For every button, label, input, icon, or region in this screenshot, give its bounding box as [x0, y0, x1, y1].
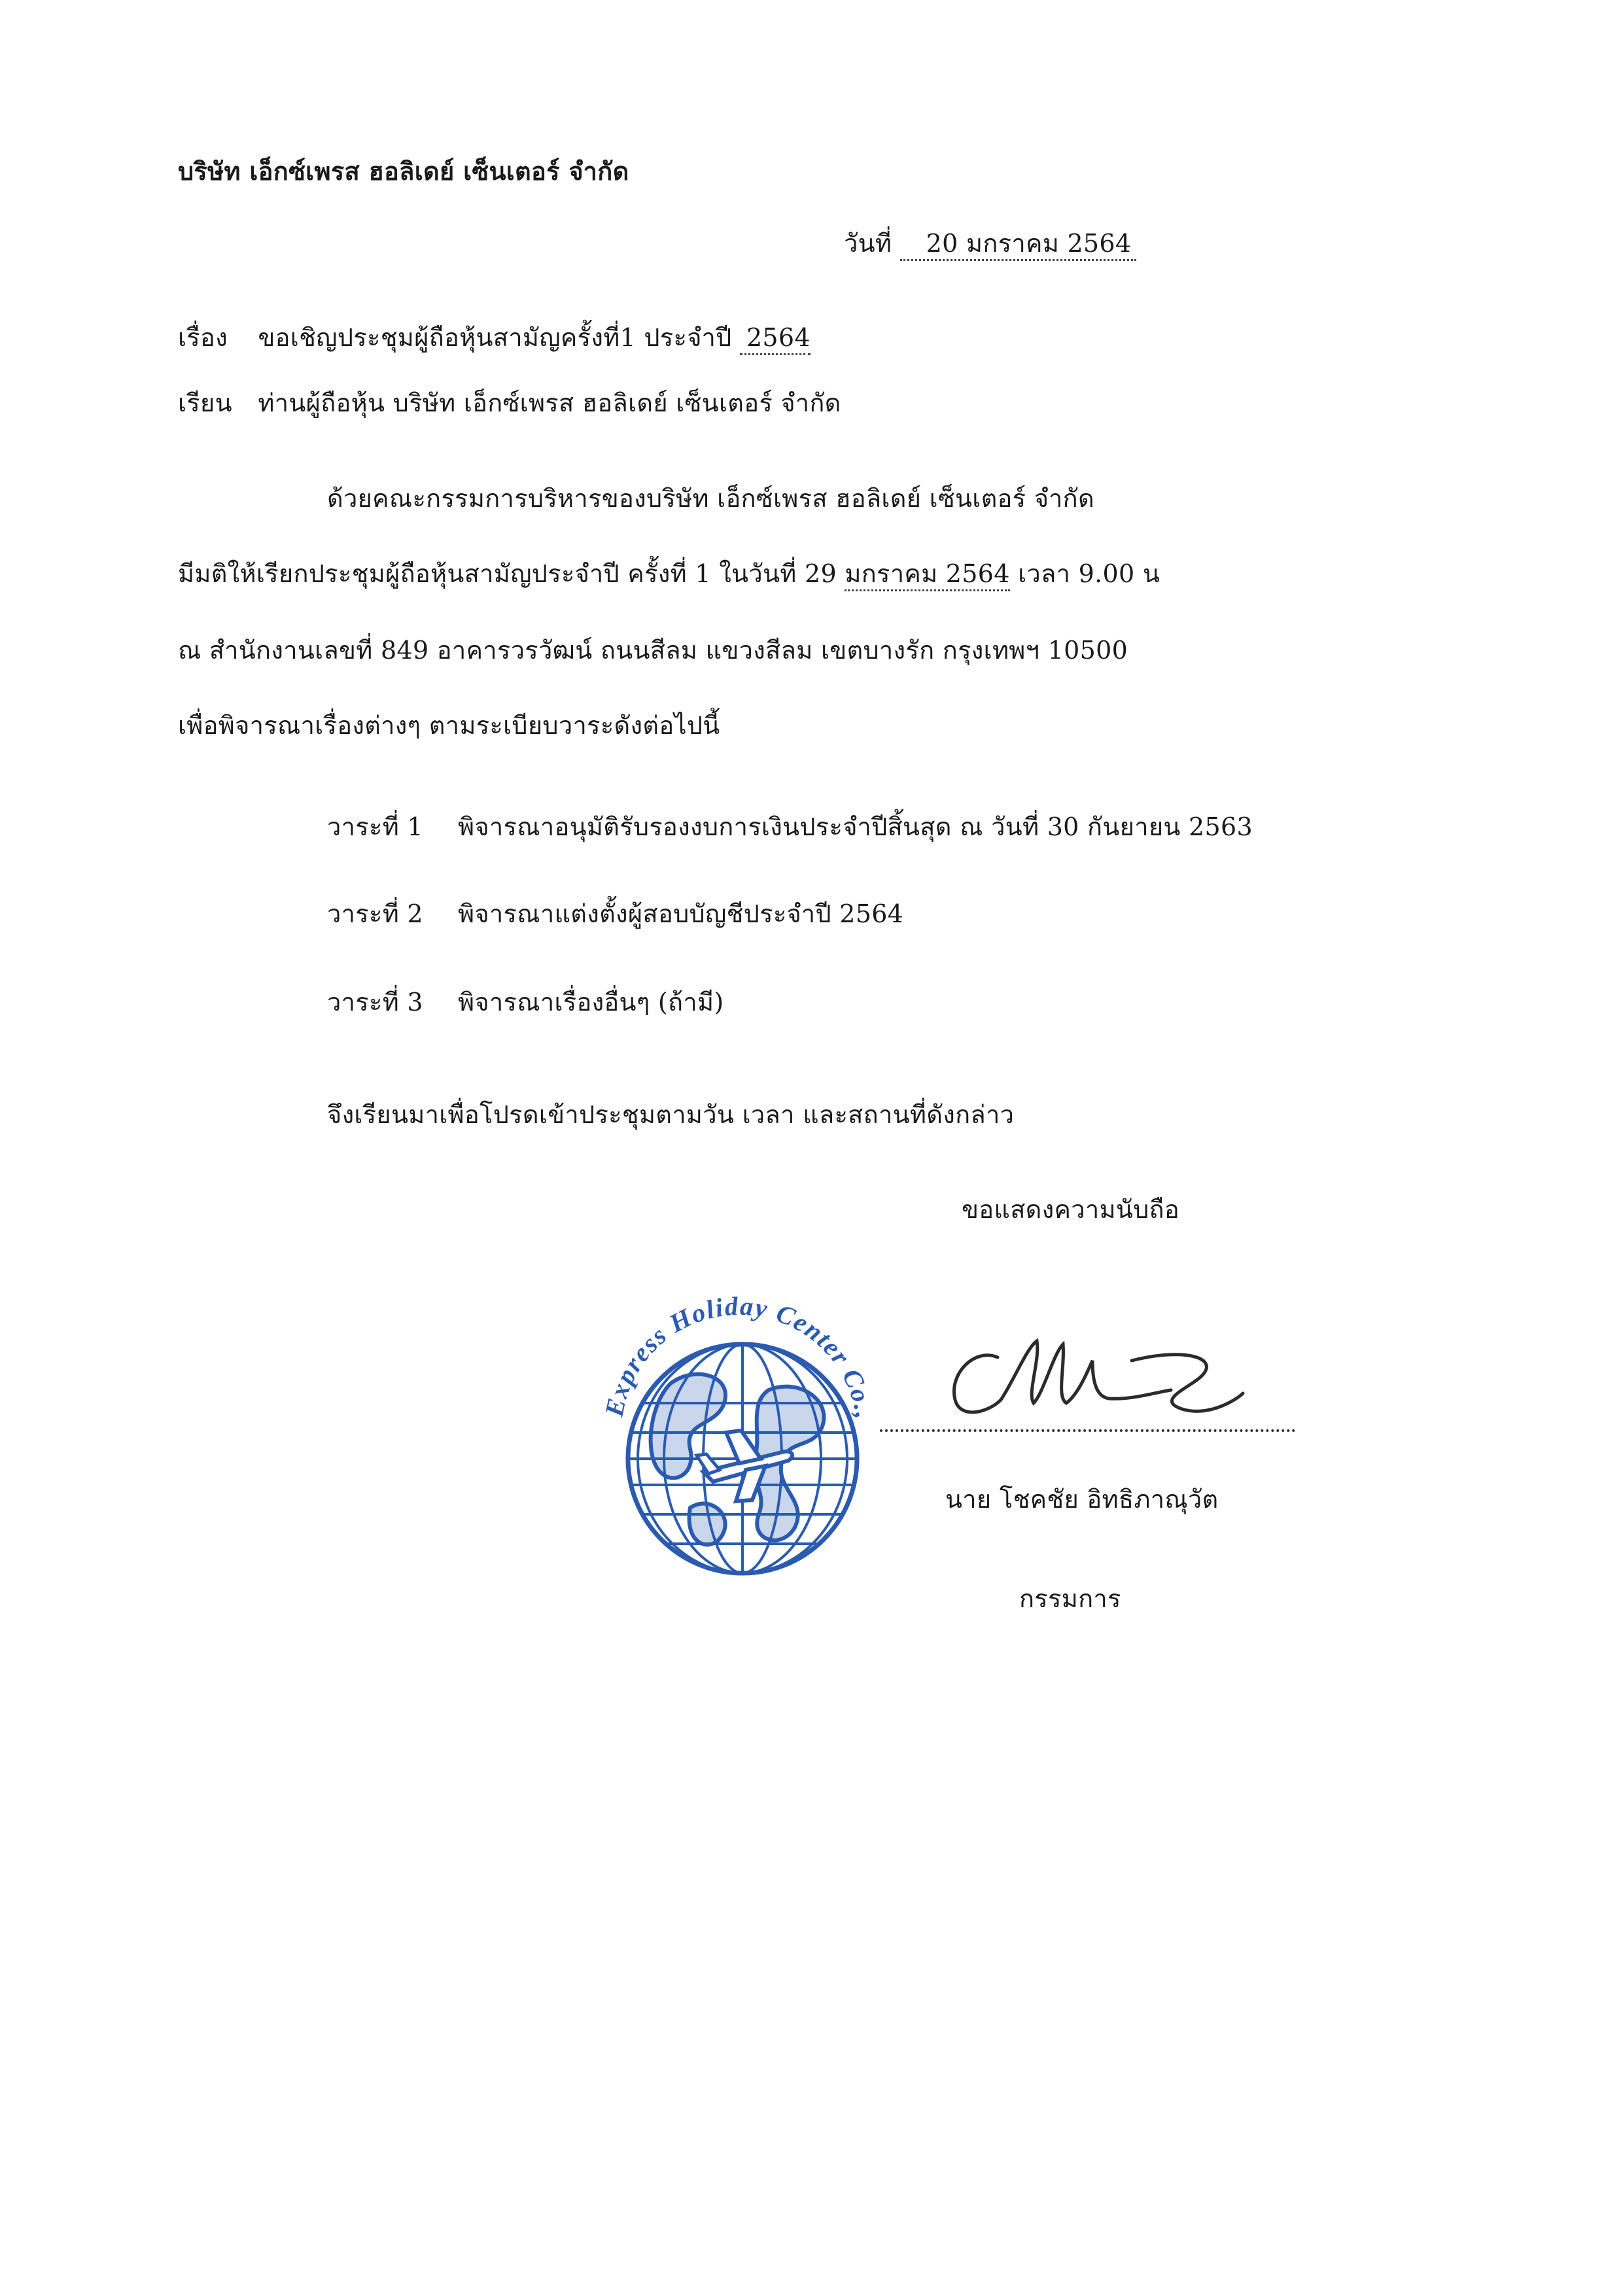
- subject-year: 2564: [740, 323, 811, 355]
- body-line-2-date: มกราคม 2564: [845, 559, 1009, 591]
- agenda-number: วาระที่ 3: [327, 988, 423, 1017]
- subject-line: [178, 322, 811, 353]
- body-line-3: ณ สำนักงานเลขที่ 849 อาคารวรวัฒน์ ถนนสีลม แขวงสีลม เขตบางรัก กรุงเทพฯ 10500: [178, 636, 1128, 665]
- body-line-2-suffix: เวลา 9.00 น: [1018, 559, 1161, 588]
- agenda-item-2: [327, 898, 903, 930]
- signature-line: [880, 1429, 1295, 1432]
- signer-name: นาย โชคชัย อิทธิภาณุวัต: [945, 1485, 1219, 1514]
- date-value: 20 มกราคม 2564: [900, 229, 1137, 261]
- body-line-2-prefix: มีมติให้เรียกประชุมผู้ถือหุ้นสามัญประจำปี ครั้งที่ 1 ในวันที่ 29: [178, 559, 837, 588]
- globe-airplane-icon: [592, 1292, 886, 1586]
- signature-icon: [935, 1321, 1302, 1433]
- stamp-text: Express Holiday Center Co.,: [599, 1292, 880, 1421]
- agenda-text: พิจารณาเรื่องอื่นๆ (ถ้ามี): [458, 988, 724, 1017]
- body-line-2: [178, 558, 1160, 589]
- agenda-text: พิจารณาแต่งตั้งผู้สอบบัญชีประจำปี 2564: [458, 899, 904, 928]
- signature: [935, 1321, 1302, 1433]
- subject-label: เรื่อง: [178, 323, 228, 352]
- regards-line: ขอแสดงความนับถือ: [962, 1195, 1179, 1224]
- agenda-text: พิจารณาอนุมัติรับรองงบการเงินประจำปีสิ้นสุด ณ วันที่ 30 กันยายน 2563: [458, 812, 1253, 841]
- date-line: [844, 228, 1136, 259]
- recipient-line: [178, 387, 841, 419]
- recipient-label: เรียน: [178, 389, 232, 417]
- company-stamp: [592, 1292, 886, 1586]
- closing-line: จึงเรียนมาเพื่อโปรดเข้าประชุมตามวัน เวลา และสถานที่ดังกล่าว: [327, 1100, 1015, 1129]
- agenda-item-1: [327, 811, 1253, 843]
- body-line-4: เพื่อพิจารณาเรื่องต่างๆ ตามระเบียบวาระดังต่อไปนี้: [178, 711, 720, 740]
- recipient-text: ท่านผู้ถือหุ้น บริษัท เอ็กซ์เพรส ฮอลิเดย์ เซ็นเตอร์ จำกัด: [258, 389, 841, 417]
- company-heading: บริษัท เอ็กซ์เพรส ฮอลิเดย์ เซ็นเตอร์ จำกัด: [178, 156, 629, 186]
- body-line-1: ด้วยคณะกรรมการบริหารของบริษัท เอ็กซ์เพรส ฮอลิเดย์ เซ็นเตอร์ จำกัด: [327, 484, 1094, 513]
- agenda-item-3: [327, 986, 724, 1018]
- agenda-number: วาระที่ 1: [327, 812, 423, 841]
- date-label: วันที่: [844, 229, 892, 258]
- agenda-number: วาระที่ 2: [327, 899, 423, 928]
- subject-text: ขอเชิญประชุมผู้ถือหุ้นสามัญครั้งที่1 ประจำปี: [258, 323, 732, 352]
- signer-title: กรรมการ: [1019, 1584, 1121, 1613]
